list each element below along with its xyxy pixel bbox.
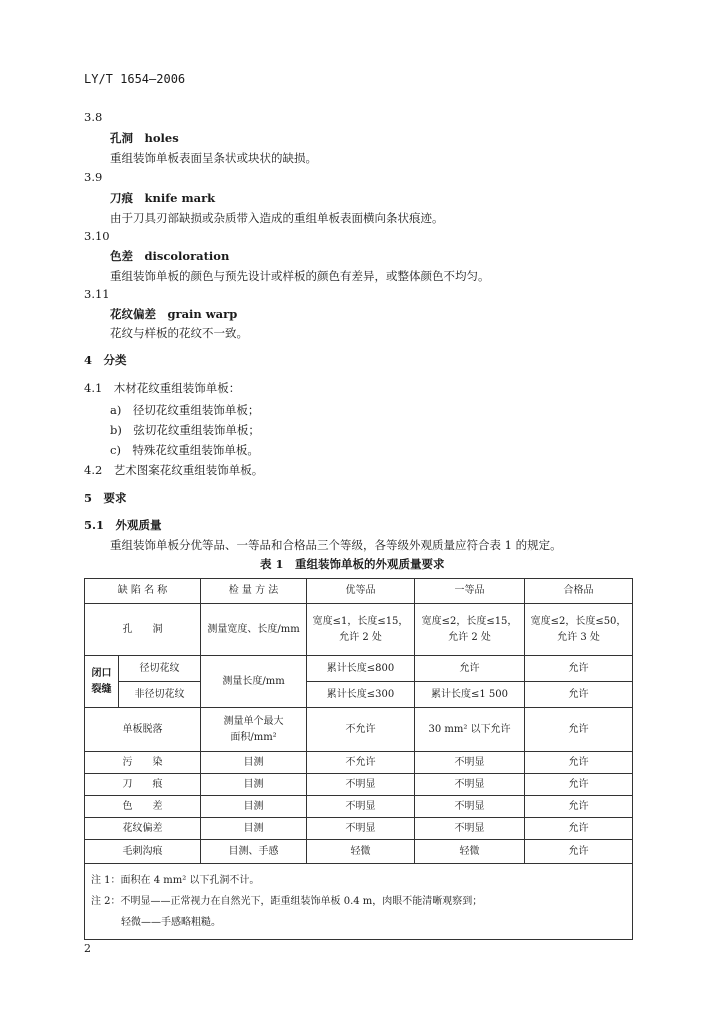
term-title: 花纹偏差 grain warp <box>110 307 238 321</box>
defect-name: 径切花纹 <box>119 656 201 682</box>
method-cell: 测量长度/mm <box>201 656 307 708</box>
list-item: c) 特殊花纹重组装饰单板。 <box>110 443 259 457</box>
grade-cell: 累计长度≤800 <box>307 656 415 682</box>
grade-cell: 不明显 <box>415 818 525 840</box>
appearance-quality-table <box>84 578 633 940</box>
grade-cell: 允许 <box>415 656 525 682</box>
clause-number: 3.11 <box>84 287 110 301</box>
grade-cell: 30 mm² 以下允许 <box>415 708 525 752</box>
grade-cell: 宽度≤2，长度≤50， 允许 3 处 <box>525 604 633 656</box>
term-title: 刀痕 knife mark <box>110 191 216 205</box>
grade-cell: 允许 <box>525 656 633 682</box>
defect-name: 毛刺沟痕 <box>85 840 201 864</box>
table-notes <box>85 864 633 940</box>
table-row <box>85 796 633 818</box>
table-row <box>85 818 633 840</box>
clause-number: 3.8 <box>84 110 103 124</box>
grade-cell: 不明显 <box>415 774 525 796</box>
grade-cell: 不明显 <box>307 796 415 818</box>
grade-cell: 不明显 <box>307 774 415 796</box>
header-cell: 合格品 <box>525 579 633 604</box>
term-title: 孔洞 holes <box>110 131 179 145</box>
defect-group-name: 闭口 裂缝 <box>85 656 119 708</box>
grade-cell: 允许 <box>525 796 633 818</box>
grade-cell: 允许 <box>525 752 633 774</box>
header-cell: 一等品 <box>415 579 525 604</box>
grade-cell: 允许 <box>525 682 633 708</box>
method-cell: 目测 <box>201 752 307 774</box>
table-row <box>85 840 633 864</box>
grade-cell: 不允许 <box>307 752 415 774</box>
defect-name: 色 差 <box>85 796 201 818</box>
term-definition: 重组装饰单板表面呈条状或块状的缺损。 <box>110 151 317 165</box>
method-cell: 目测 <box>201 774 307 796</box>
grade-cell: 允许 <box>525 708 633 752</box>
defect-name: 花纹偏差 <box>85 818 201 840</box>
table-note: 注 1：面积在 4 mm² 以下孔洞不计。 <box>91 875 260 886</box>
section-heading: 5 要求 <box>84 491 127 505</box>
header-cell: 检 量 方 法 <box>201 579 307 604</box>
grade-cell: 允许 <box>525 818 633 840</box>
table-row <box>85 708 633 752</box>
grade-cell: 不明显 <box>307 818 415 840</box>
header-cell: 缺 陷 名 称 <box>85 579 201 604</box>
grade-cell: 宽度≤1，长度≤15， 允许 2 处 <box>307 604 415 656</box>
defect-name: 刀 痕 <box>85 774 201 796</box>
defect-name: 污 染 <box>85 752 201 774</box>
method-cell: 目测 <box>201 818 307 840</box>
list-item: a) 径切花纹重组装饰单板； <box>110 403 260 417</box>
defect-name: 单板脱落 <box>85 708 201 752</box>
table-notes-row <box>85 864 633 940</box>
table-note: 注 2：不明显——正常视力在自然光下，距重组装饰单板 0.4 m，肉眼不能清晰观察到； <box>91 896 483 907</box>
header-cell: 优等品 <box>307 579 415 604</box>
grade-cell: 累计长度≤300 <box>307 682 415 708</box>
term-definition: 由于刀具刃部缺损或杂质带入造成的重组单板表面横向条状痕迹。 <box>110 211 444 225</box>
method-cell: 测量单个最大 面积/mm² <box>201 708 307 752</box>
clause-4-1: 4.1 木材花纹重组装饰单板： <box>84 381 241 395</box>
grade-cell: 不允许 <box>307 708 415 752</box>
clause-number: 3.9 <box>84 170 103 184</box>
table-row <box>85 774 633 796</box>
grade-cell: 允许 <box>525 774 633 796</box>
page-number: 2 <box>84 942 91 955</box>
table-row <box>85 682 633 708</box>
table-caption: 表 1 重组装饰单板的外观质量要求 <box>260 557 445 571</box>
grade-cell: 不明显 <box>415 752 525 774</box>
method-cell: 目测 <box>201 796 307 818</box>
method-cell: 目测、手感 <box>201 840 307 864</box>
grade-cell: 宽度≤2，长度≤15， 允许 2 处 <box>415 604 525 656</box>
defect-name: 孔 洞 <box>85 604 201 656</box>
clause-4-2: 4.2 艺术图案花纹重组装饰单板。 <box>84 463 264 477</box>
method-cell: 测量宽度、长度/mm <box>201 604 307 656</box>
table-header-row <box>85 579 633 604</box>
clause-number: 3.10 <box>84 229 110 243</box>
table-row <box>85 656 633 682</box>
paragraph: 重组装饰单板分优等品、一等品和合格品三个等级，各等级外观质量应符合表 1 的规定。 <box>110 538 562 552</box>
grade-cell: 累计长度≤1 500 <box>415 682 525 708</box>
grade-cell: 轻微 <box>415 840 525 864</box>
table-row <box>85 752 633 774</box>
clause-5-1: 5.1 外观质量 <box>84 518 162 532</box>
table-row <box>85 604 633 656</box>
grade-cell: 轻微 <box>307 840 415 864</box>
grade-cell: 不明显 <box>415 796 525 818</box>
term-definition: 花纹与样板的花纹不一致。 <box>110 326 248 340</box>
term-definition: 重组装饰单板的颜色与预先设计或样板的颜色有差异，或整体颜色不均匀。 <box>110 269 490 283</box>
grade-cell: 允许 <box>525 840 633 864</box>
list-item: b) 弦切花纹重组装饰单板； <box>110 423 260 437</box>
term-title: 色差 discoloration <box>110 249 230 263</box>
table-note: 轻微——手感略粗糙。 <box>91 917 221 928</box>
defect-name: 非径切花纹 <box>119 682 201 708</box>
section-heading: 4 分类 <box>84 353 127 367</box>
document-code-header: LY/T 1654—2006 <box>84 72 186 86</box>
